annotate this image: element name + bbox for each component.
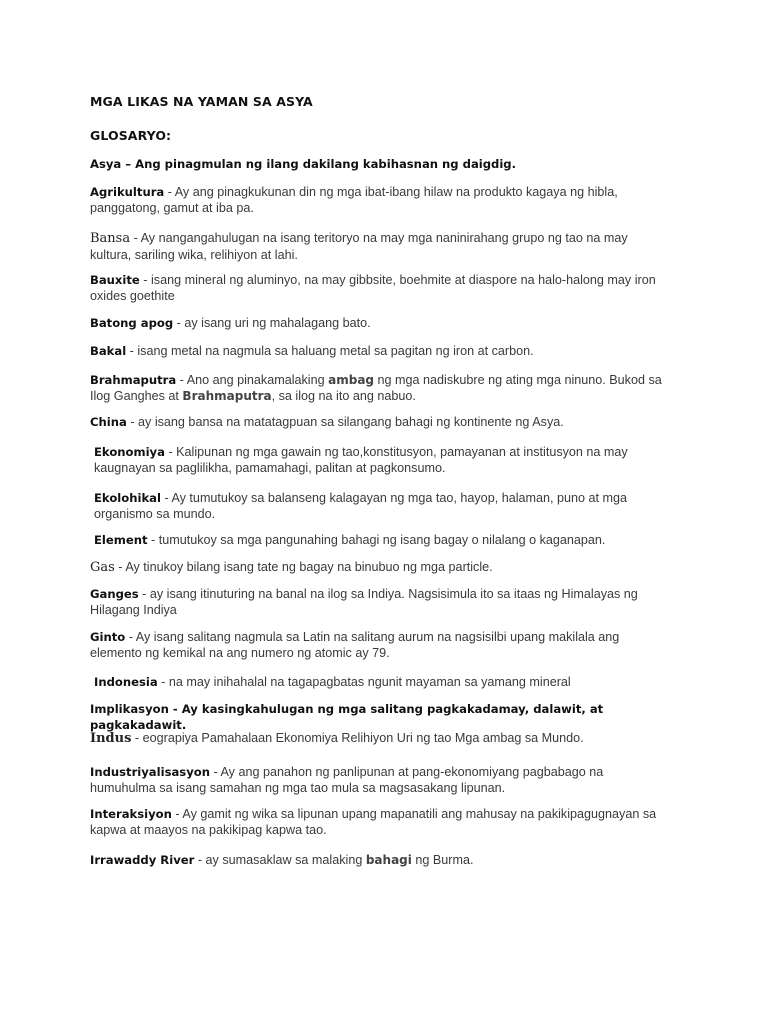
term-separator: -	[157, 675, 169, 689]
glossary-term: Agrikultura	[90, 185, 165, 199]
glossary-definition: Ay ang panahon ng panlipunan at pang-ekonomiyang pagbabago na humuhulma sa isang samahan ng mga tao mula sa magsasakang lipunan.	[90, 765, 604, 795]
term-separator: -	[126, 415, 139, 429]
term-separator: -	[171, 807, 183, 821]
glossary-term: Implikasyon - Ay kasingkahulugan ng mga salitang pagkakadamay, dalawit, at pagkakadawit.	[90, 702, 604, 732]
glossary-definition: Ay gamit ng wika sa lipunan upang mapanatili ang mahusay na pakikipagugnayan sa kapwa at maayos na pakikipag kapwa tao.	[90, 807, 657, 837]
glossary-emphasis: bahagi	[365, 853, 412, 867]
glossary-definition: Ay ang pinagkukunan din ng mga ibat-ibang hilaw na produkto kagaya ng hibla, panggatong, gamut at iba pa.	[90, 185, 618, 215]
glossary-definition: Ay tinukoy bilang isang tate ng bagay na binubuo ng mga particle.	[125, 560, 493, 574]
glossary-entry	[90, 701, 690, 733]
glossary-definition: Ay nangangahulugan na isang teritoryo na may mga naninirahang grupo ng tao na may kultura, sariling wika, relihiyon at lahi.	[90, 231, 628, 262]
glossary-definition: Ay tumutukoy sa balanseng kalagayan ng mga tao, hayop, halaman, puno at mga organismo sa mundo.	[94, 491, 628, 521]
glossary-entry	[94, 532, 605, 548]
glossary-term: Bakal	[90, 344, 127, 358]
document-title: MGA LIKAS NA YAMAN SA ASYA	[90, 94, 313, 109]
glossary-term: Element	[94, 533, 148, 547]
term-separator: -	[194, 853, 206, 867]
glossary-emphasis: ambag	[328, 373, 375, 387]
glossary-definition: eograpiya Pamahalaan Ekonomiya Relihiyon Uri ng tao Mga ambag sa Mundo.	[142, 731, 584, 745]
glossary-emphasis: Brahmaputra	[182, 389, 272, 403]
glossary-entry	[90, 343, 534, 359]
glossary-term: Gas	[90, 560, 115, 575]
glossary-entry	[90, 586, 670, 618]
glossary-term: Asya – Ang pinagmulan ng ilang dakilang kabihasnan ng daigdig.	[90, 157, 517, 171]
glossary-definition: isang mineral ng aluminyo, na may gibbsite, boehmite at diaspore na halo-halong may iron oxides goethite	[90, 273, 656, 303]
section-heading: GLOSARYO:	[90, 128, 172, 143]
glossary-entry	[90, 559, 493, 576]
glossary-definition: ay isang itinuturing na banal na ilog sa Indiya. Nagsisimula ito sa itaas ng Himalayas ng Hilagang Indiya	[90, 587, 638, 617]
glossary-term: Indus	[90, 731, 132, 746]
glossary-definition: ng Burma.	[411, 853, 474, 867]
glossary-entry	[90, 230, 660, 263]
term-separator: -	[139, 273, 151, 287]
glossary-term: Brahmaputra	[90, 373, 177, 387]
glossary-term: Irrawaddy River	[90, 853, 195, 867]
glossary-term: Bauxite	[90, 273, 140, 287]
term-separator: -	[131, 731, 143, 745]
glossary-term: Indonesia	[94, 675, 158, 689]
glossary-definition: ay isang uri ng mahalagang bato.	[184, 316, 371, 330]
glossary-definition: isang metal na nagmula sa haluang metal sa pagitan ng iron at carbon.	[137, 344, 534, 358]
glossary-definition: tumutukoy sa mga pangunahing bahagi ng isang bagay o nilalang o kaganapan.	[158, 533, 606, 547]
term-separator: -	[147, 533, 159, 547]
document-page	[90, 94, 690, 867]
glossary-term: Industriyalisasyon	[90, 765, 210, 779]
glossary-entry	[90, 315, 371, 331]
term-separator: -	[126, 344, 138, 358]
term-separator: -	[176, 373, 187, 387]
glossary-definition: , sa ilog na ito ang nabuo.	[271, 389, 416, 403]
glossary-entry	[90, 629, 660, 661]
term-separator: -	[210, 765, 221, 779]
glossary-entry	[94, 490, 664, 522]
glossary-definition: ay isang bansa na matatagpuan sa silangang bahagi ng kontinente ng Asya.	[138, 415, 564, 429]
glossary-definition: Ano ang pinakamalaking	[186, 373, 329, 387]
glossary-entry	[94, 444, 664, 476]
glossary-definition: ay sumasaklaw sa malaking	[205, 853, 366, 867]
glossary-entry	[94, 674, 571, 690]
glossary-term: Ekolohikal	[94, 491, 161, 505]
glossary-entry	[90, 852, 473, 868]
glossary-entry	[90, 156, 516, 172]
term-separator: -	[173, 316, 185, 330]
glossary-term: Interaksiyon	[90, 807, 172, 821]
term-separator: -	[125, 630, 136, 644]
glossary-term: China	[90, 415, 127, 429]
glossary-term: Ginto	[90, 630, 126, 644]
term-separator: -	[130, 231, 141, 245]
glossary-entry	[90, 414, 564, 430]
term-separator: -	[114, 560, 126, 574]
term-separator: -	[164, 185, 175, 199]
term-separator: -	[164, 445, 177, 459]
glossary-definition: ng mga nadiskubre ng ating mga ninuno. Bukod sa Ilog Ganghes at	[90, 373, 662, 403]
glossary-entry	[90, 764, 650, 796]
glossary-entry	[90, 806, 680, 838]
term-separator: -	[160, 491, 172, 505]
glossary-entry	[90, 730, 584, 747]
glossary-term: Ganges	[90, 587, 139, 601]
glossary-entry	[90, 184, 650, 216]
glossary-entry	[90, 372, 680, 404]
glossary-term: Bansa	[90, 231, 131, 246]
glossary-definition: Kalipunan ng mga gawain ng tao,konstitusyon, pamayanan at institusyon na may kaugnayan sa paglilikha, pamamahagi, palitan at pagkonsumo.	[94, 445, 628, 475]
glossary-definition: Ay isang salitang nagmula sa Latin na salitang aurum na nagsisilbi upang makilala ang elemento ng kemikal na ang numero ng atomic ay 79.	[90, 630, 620, 660]
term-separator: -	[138, 587, 150, 601]
glossary-term: Batong apog	[90, 316, 174, 330]
glossary-definition: na may inihahalal na tagapagbatas ngunit mayaman sa yamang mineral	[168, 675, 571, 689]
glossary-term: Ekonomiya	[94, 445, 165, 459]
glossary-entry	[90, 272, 680, 304]
